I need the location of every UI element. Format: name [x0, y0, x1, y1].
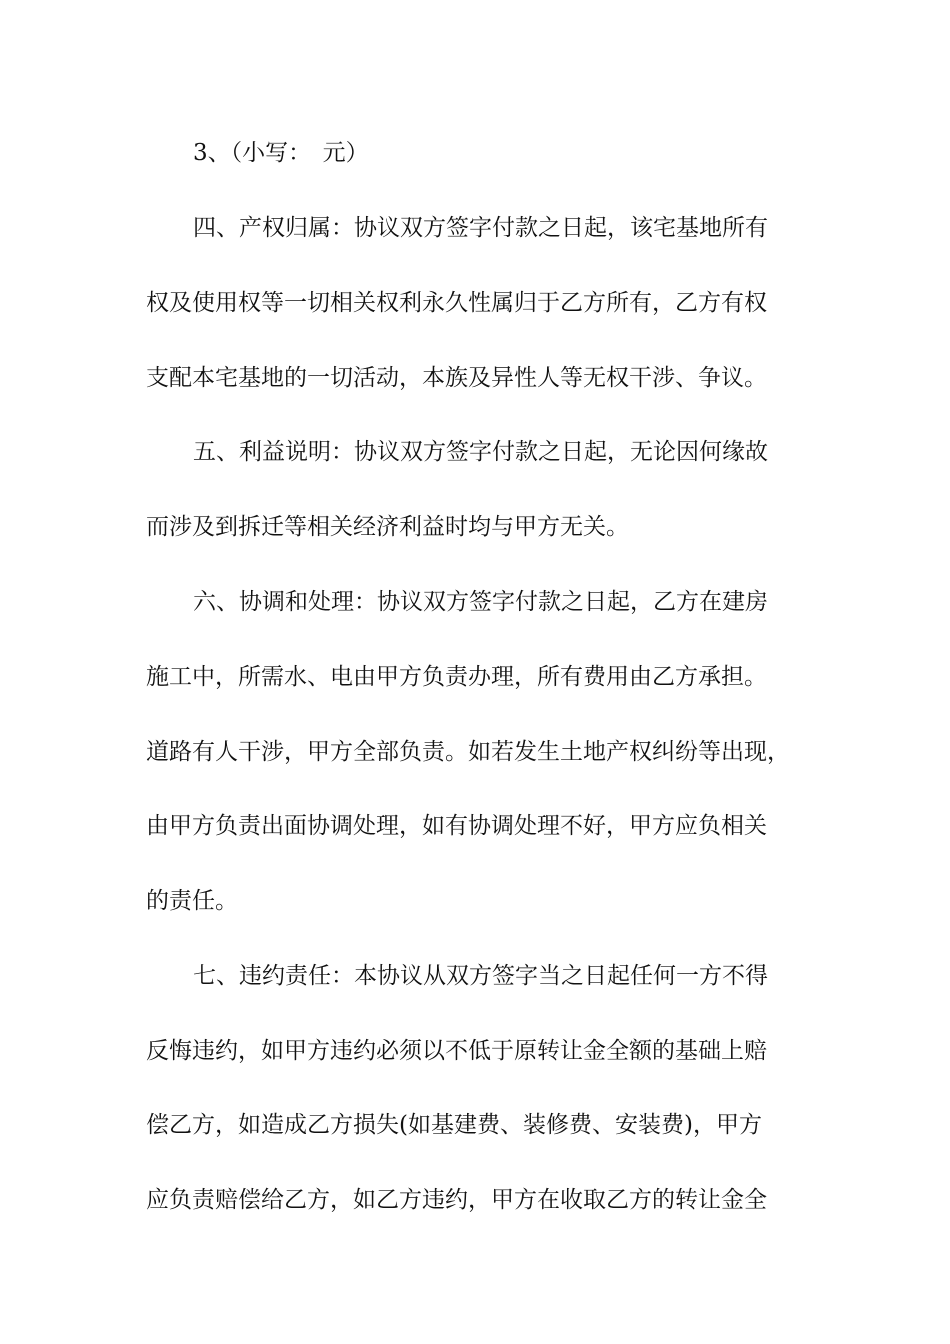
- clause-7-text-line: 偿乙方，如造成乙方损失(如基建费、装修费、安装费)，甲方: [146, 1112, 762, 1138]
- clause-7-text-line: 应负责赔偿给乙方，如乙方违约，甲方在收取乙方的转让金全: [146, 1187, 767, 1213]
- clause-6-text-line: 的责任。: [146, 888, 238, 914]
- clause-5-text-line: 而涉及到拆迁等相关经济利益时均与甲方无关。: [146, 514, 629, 540]
- clause-7-text-line: 反悔违约，如甲方违约必须以不低于原转让金全额的基础上赔: [146, 1038, 767, 1064]
- clause-6-text-line: 施工中，所需水、电由甲方负责办理，所有费用由乙方承担。: [146, 664, 767, 690]
- clause-4-text-line: 权及使用权等一切相关权利永久性属归于乙方所有，乙方有权: [146, 290, 767, 316]
- clause-5-heading-line: 五、利益说明：协议双方签字付款之日起，无论因何缘故: [193, 439, 768, 465]
- clause-4-text-line: 支配本宅基地的一切活动，本族及异性人等无权干涉、争议。: [146, 365, 767, 391]
- clause-6-text-line: 道路有人干涉，甲方全部负责。如若发生土地产权纠纷等出现，: [146, 739, 790, 765]
- clause-6-text-line: 由甲方负责出面协调处理，如有协调处理不好，甲方应负相关: [146, 813, 767, 839]
- clause-7-heading-line: 七、违约责任：本协议从双方签字当之日起任何一方不得: [193, 963, 768, 989]
- clause-4-heading-line: 四、产权归属：协议双方签字付款之日起，该宅基地所有: [193, 215, 768, 241]
- amount-lowercase-line: 3、（小写： 元）: [193, 140, 369, 166]
- clause-6-heading-line: 六、协调和处理：协议双方签字付款之日起，乙方在建房: [193, 589, 768, 615]
